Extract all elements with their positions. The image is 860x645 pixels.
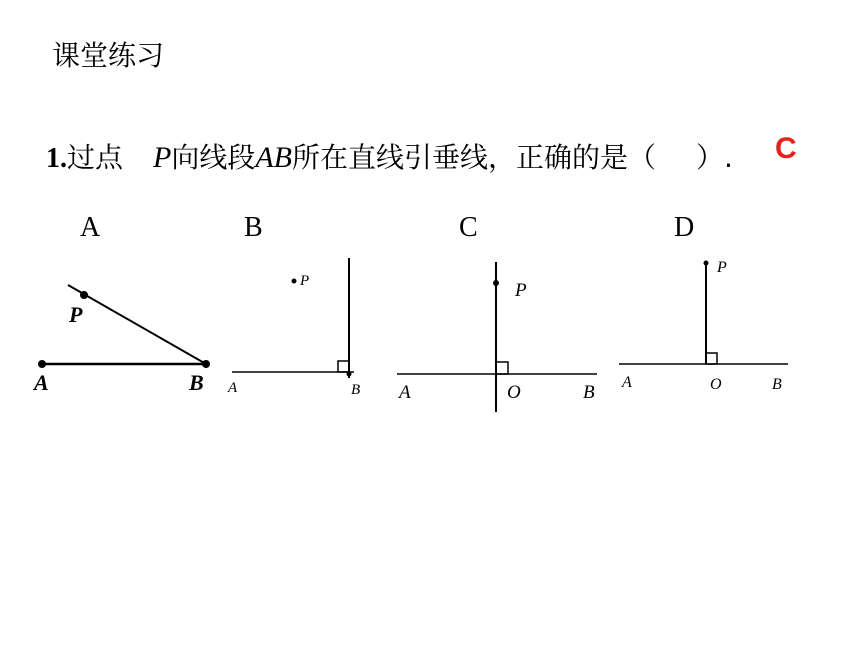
question-text-b: 向线段	[171, 141, 256, 174]
point-p-label: P	[153, 141, 172, 174]
figure-c-label-o: O	[507, 382, 521, 403]
figure-b-point-p	[292, 279, 297, 284]
figure-b-label-p: P	[300, 273, 310, 289]
figure-b-point-b	[347, 372, 352, 377]
question-text-c: 所在直线引垂线，正确的是（	[292, 141, 657, 174]
figure-d-label-p: P	[717, 259, 727, 276]
figure-a-point-a	[38, 360, 46, 368]
figure-a-label-p: P	[69, 302, 83, 327]
option-a-label: A	[80, 212, 101, 243]
figure-d-point-p	[704, 261, 709, 266]
figure-a-point-p	[80, 291, 88, 299]
figure-c-label-a: A	[399, 382, 411, 403]
figure-d	[619, 259, 788, 393]
figure-b	[227, 258, 360, 398]
figure-b-label-b: B	[351, 382, 361, 398]
figure-a	[32, 285, 210, 395]
figure-b-label-a: A	[228, 380, 238, 396]
figure-d-label-b: B	[772, 376, 782, 393]
figure-c-label-b: B	[583, 382, 595, 403]
figure-a-point-b	[202, 360, 210, 368]
figure-c-label-p: P	[515, 280, 527, 301]
figure-d-label-a: A	[622, 374, 632, 391]
option-d-label: D	[674, 212, 695, 243]
option-c-label: C	[459, 212, 478, 243]
option-b-label: B	[244, 212, 263, 243]
figure-d-right-angle-mark	[706, 353, 717, 364]
figure-c-point-p	[493, 280, 499, 286]
figure-d-label-o: O	[710, 376, 722, 393]
figure-b-right-angle-mark	[338, 361, 349, 372]
figure-a-label-b: B	[189, 370, 204, 395]
segment-ab-label: AB	[255, 141, 293, 174]
figure-c-right-angle-mark	[496, 362, 508, 374]
figure-a-line-pb	[68, 285, 206, 364]
figure-c	[397, 262, 597, 412]
question-text-a: 过点	[67, 141, 124, 174]
section-title: 课堂练习	[52, 39, 165, 72]
question-number: 1.	[46, 143, 67, 174]
answer-text: C	[775, 132, 797, 165]
figure-a-label-a: A	[34, 370, 49, 395]
question-text-d: ）.	[696, 141, 733, 174]
